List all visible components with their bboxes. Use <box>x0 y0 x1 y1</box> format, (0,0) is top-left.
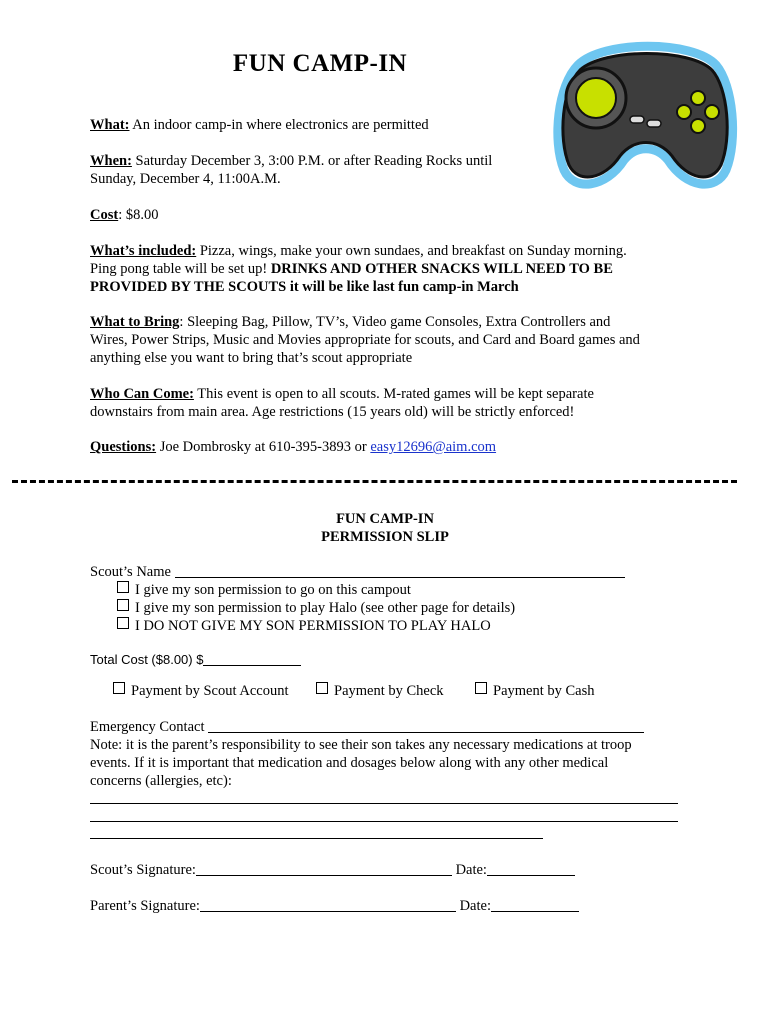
email-link[interactable]: easy12696@aim.com <box>370 439 497 455</box>
who-section <box>90 385 690 421</box>
who-label: Who Can Come: <box>90 386 194 402</box>
what-section <box>90 116 690 134</box>
checkbox[interactable] <box>113 682 125 694</box>
what-text: An indoor camp-in where electronics are permitted <box>129 117 429 133</box>
payment-option <box>475 682 595 700</box>
option-label: I DO NOT GIVE MY SON PERMISSION TO PLAY HALO <box>135 618 491 634</box>
option-row <box>117 581 411 599</box>
slip-title-line2: PERMISSION SLIP <box>321 529 449 545</box>
bring-section <box>90 313 710 367</box>
scout-signature-row <box>90 861 575 879</box>
medical-notes-line[interactable] <box>90 803 678 804</box>
parent-date-field[interactable] <box>491 897 579 912</box>
scout-signature-field[interactable] <box>196 861 452 876</box>
included-line3-bold: PROVIDED BY THE SCOUTS it will be like last fun camp-in March <box>90 279 519 295</box>
included-line2-bold: DRINKS AND OTHER SNACKS WILL NEED TO BE <box>270 261 613 277</box>
parent-signature-label: Parent’s Signature: <box>90 898 200 914</box>
total-cost-label: Total Cost ($8.00) $ <box>90 652 204 667</box>
included-label: What’s included: <box>90 243 197 259</box>
cost-text: : $8.00 <box>118 207 159 223</box>
checkbox[interactable] <box>117 581 129 593</box>
who-line1: This event is open to all scouts. M-rated games will be kept separate <box>193 386 594 402</box>
checkbox[interactable] <box>117 617 129 629</box>
when-text-line2: Sunday, December 4, 11:00A.M. <box>90 171 281 187</box>
checkbox[interactable] <box>316 682 328 694</box>
cut-line-divider <box>12 480 737 483</box>
included-line1: Pizza, wings, make your own sundaes, and breakfast on Sunday morning. <box>196 243 627 259</box>
medical-notes-line[interactable] <box>90 838 543 839</box>
total-cost-field[interactable] <box>203 651 301 666</box>
date-label: Date: <box>459 898 491 914</box>
medical-notes-line[interactable] <box>90 821 678 822</box>
page-title: FUN CAMP-IN <box>232 50 408 77</box>
scout-date-field[interactable] <box>487 861 575 876</box>
bring-label: What to Bring <box>90 314 180 330</box>
option-row <box>117 599 515 617</box>
bring-line3: anything else you want to bring that’s scout appropriate <box>90 350 413 366</box>
date-label: Date: <box>455 862 487 878</box>
medication-note <box>90 736 710 790</box>
slip-title-line1: FUN CAMP-IN <box>336 511 434 527</box>
payment-label: Payment by Check <box>334 683 444 699</box>
checkbox[interactable] <box>117 599 129 611</box>
included-section <box>90 242 710 296</box>
parent-signature-row <box>90 897 579 915</box>
when-section <box>90 152 690 188</box>
option-row <box>117 617 491 635</box>
emergency-contact-row <box>90 718 644 736</box>
payment-label: Payment by Cash <box>493 683 595 699</box>
payment-option <box>113 682 288 700</box>
note-line1: Note: it is the parent’s responsibility to see their son takes any necessary medications at troop <box>90 737 632 753</box>
bring-line2: Wires, Power Strips, Music and Movies appropriate for scouts, and Card and Board games and <box>90 332 640 348</box>
cost-section <box>90 206 690 224</box>
checkbox[interactable] <box>475 682 487 694</box>
when-text-line1: Saturday December 3, 3:00 P.M. or after Reading Rocks until <box>131 153 493 169</box>
scout-name-row <box>90 563 625 581</box>
scout-name-label: Scout’s Name <box>90 564 175 580</box>
parent-signature-field[interactable] <box>200 897 456 912</box>
cost-label: Cost <box>90 207 119 223</box>
what-label: What: <box>90 117 130 133</box>
note-line3: concerns (allergies, etc): <box>90 773 232 789</box>
option-label: I give my son permission to play Halo (see other page for details) <box>135 600 516 616</box>
payment-label: Payment by Scout Account <box>131 683 289 699</box>
included-line2: Ping pong table will be set up! <box>90 261 271 277</box>
total-cost-row <box>90 651 301 669</box>
bring-line1: : Sleeping Bag, Pillow, TV’s, Video game Consoles, Extra Controllers and <box>179 314 611 330</box>
questions-text: Joe Dombrosky at 610-395-3893 or <box>156 439 371 455</box>
questions-label: Questions: <box>90 439 157 455</box>
questions-section <box>90 438 690 456</box>
slip-title <box>0 510 770 546</box>
who-line2: downstairs from main area. Age restrictions (15 years old) will be strictly enforced! <box>90 404 575 420</box>
note-line2: events. If it is important that medication and dosages below along with any other medical <box>90 755 609 771</box>
scout-signature-label: Scout’s Signature: <box>90 862 196 878</box>
option-label: I give my son permission to go on this campout <box>135 582 411 598</box>
emergency-contact-field[interactable] <box>208 718 644 733</box>
when-label: When: <box>90 153 132 169</box>
emergency-contact-label: Emergency Contact <box>90 719 209 735</box>
scout-name-field[interactable] <box>175 563 625 578</box>
payment-option <box>316 682 444 700</box>
